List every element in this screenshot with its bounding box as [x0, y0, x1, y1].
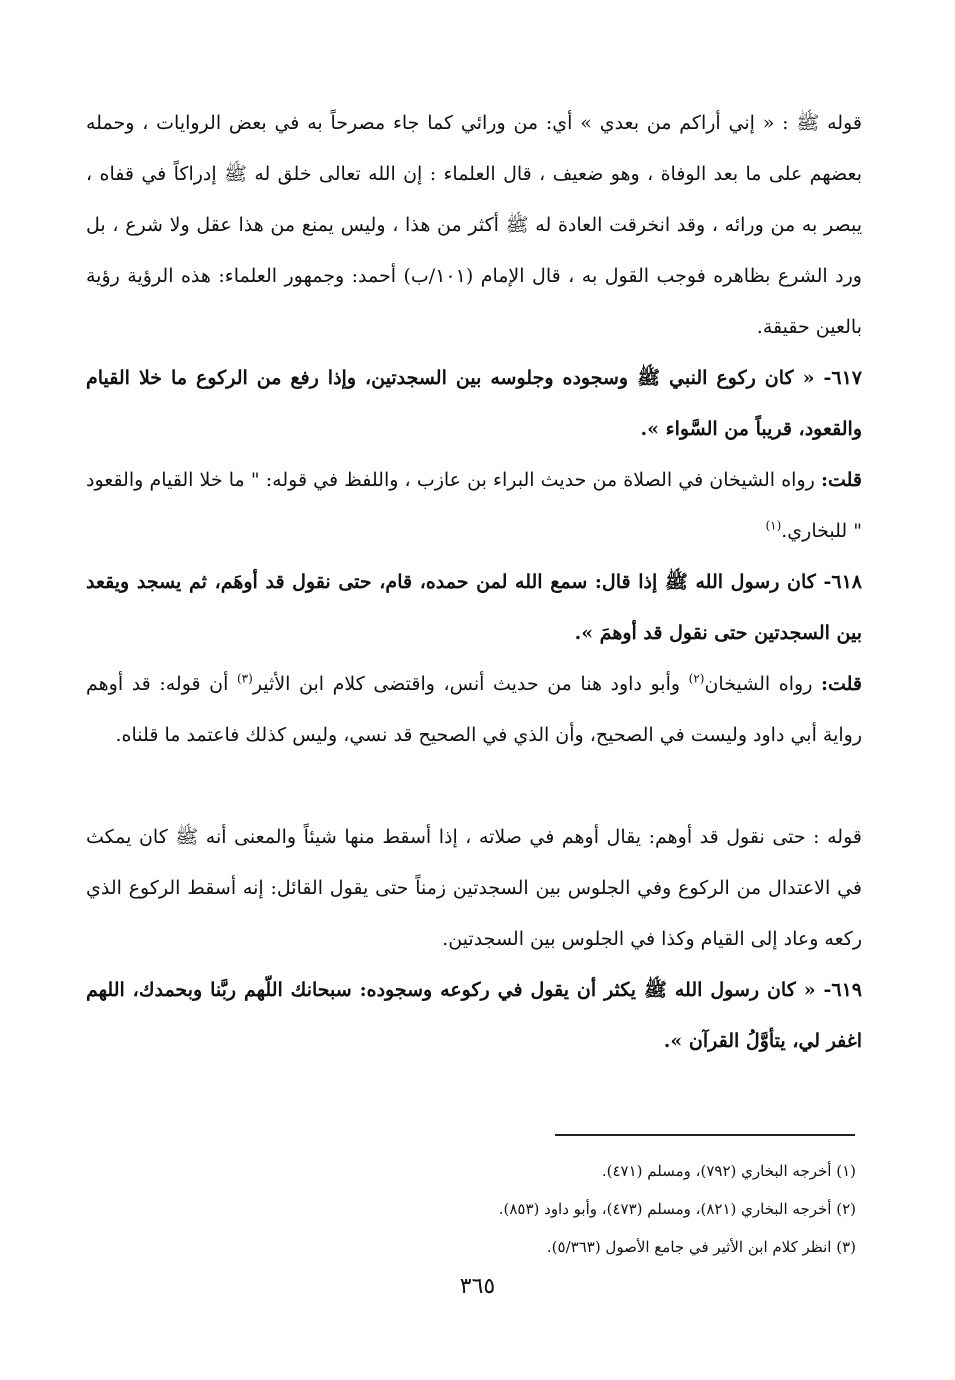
footnote-1: (١) أخرجه البخاري (٧٩٢)، ومسلم (٤٧١).: [601, 1162, 856, 1180]
commentary-awham: [86, 812, 862, 965]
hadith-619: [86, 965, 862, 1067]
hadith-617: [86, 353, 862, 455]
footnote-divider: [555, 1134, 855, 1136]
hadith-618: [86, 557, 862, 659]
footnotes: [300, 1152, 856, 1266]
footnote-ref-3: (٣): [236, 671, 253, 686]
commentary-618: [86, 659, 862, 761]
hadith-text: ٦١٧- « كان ركوع النبي ﷺ وسجوده وجلوسه بين السجدتين، وإذا رفع من الركوع ما خلا القيام والقعود، قريباً من السَّواء ».: [86, 367, 862, 440]
qult-label: قلت:: [820, 469, 862, 491]
paragraph-text: قوله : حتى نقول قد أوهم: يقال أوهم في صلاته ، إذا أسقط منها شيئاً والمعنى أنه ﷺ كان يمكث في الاعتدال من الركوع وفي الجلوس بين السجدتين زمناً حتى يقول القائل: إنه أسقط الركوع الذي ركعه وعاد إلى القيام وكذا في الجلوس بين السجدتين.: [86, 826, 862, 950]
commentary-text-a: رواه الشيخان: [704, 673, 813, 695]
footnote-2: (٢) أخرجه البخاري (٨٢١)، ومسلم (٤٧٣)، وأبو داود (٨٥٣).: [498, 1200, 856, 1218]
page-number: ٣٦٥: [459, 1274, 496, 1299]
qult-label: قلت:: [820, 673, 862, 695]
commentary-text: رواه الشيخان في الصلاة من حديث البراء بن عازب ، واللفظ في قوله: " ما خلا القيام والقعود " للبخاري.: [86, 469, 862, 542]
paragraph-text: قوله ﷺ : « إني أراكم من بعدي » أي: من ورائي كما جاء مصرحاً به في بعض الروايات ، وحمله بعضهم على ما بعد الوفاة ، وهو ضعيف ، قال العلماء : إن الله تعالى خلق له ﷺ إدراكاً في قفاه ، يبصر به من ورائه ، وقد انخرقت العادة له ﷺ أكثر من هذا ، وليس يمنع من هذا عقل ولا شرع ، بل ورد الشرع بظاهره فوجب القول به ، قال الإمام (١٠١/ب) أحمد: وجمهور العلماء: هذه الرؤية رؤية بالعين حقيقة.: [86, 112, 862, 338]
footnote-ref-1: (١): [765, 518, 782, 533]
commentary-617: [86, 455, 862, 557]
footnote-ref-2: (٢): [688, 671, 705, 686]
commentary-text-b: وأبو داود هنا من حديث أنس، واقتضى كلام ابن الأثير: [252, 673, 681, 695]
commentary-paragraph-1: [86, 98, 862, 353]
hadith-text: ٦١٨- كان رسول الله ﷺ إذا قال: سمع الله لمن حمده، قام، حتى نقول قد أوهَم، ثم يسجد ويقعد بين السجدتين حتى نقول قد أوهمَ ».: [86, 571, 862, 644]
footnote-3: (٣) انظر كلام ابن الأثير في جامع الأصول (٥/٣٦٣).: [546, 1238, 856, 1256]
commentary-text-c: أن قوله: قد أوهم رواية أبي داود وليست في الصحيح، وأن الذي في الصحيح قد نسي، وليس كذلك فاعتمد ما قلناه.: [86, 673, 862, 746]
hadith-text: ٦١٩- « كان رسول الله ﷺ يكثر أن يقول في ركوعه وسجوده: سبحانك اللّهم ربَّنا وبحمدك، اللهم اغفر لي، يتأوَّلُ القرآن ».: [86, 979, 862, 1052]
